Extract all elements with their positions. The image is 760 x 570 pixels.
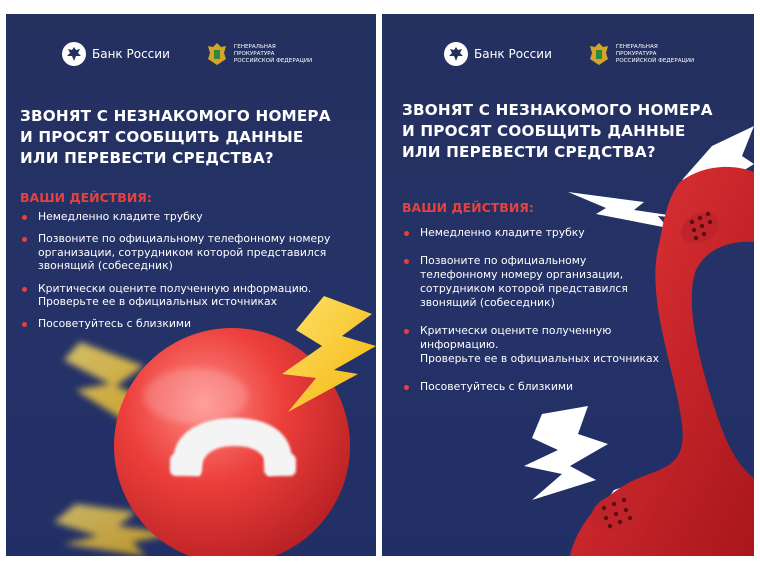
actions-heading: ВАШИ ДЕЙСТВИЯ: <box>402 200 534 215</box>
list-item: Критически оцените полученную информацию. Проверьте ее в официальных источниках <box>402 324 662 366</box>
list-item: Немедленно кладите трубку <box>402 226 662 240</box>
list-item: Позвоните по официальному телефонному номеру организации, сотрудником которой представился звонящий (собеседник) <box>20 232 360 272</box>
actions-list <box>402 226 662 408</box>
double-headed-eagle-icon <box>62 42 86 66</box>
actions-list <box>20 210 360 340</box>
prosecutor-office-logo <box>206 41 316 67</box>
list-item: Позвоните по официальному телефонному номеру организации, сотрудником которой представился звонящий (собеседник) <box>402 254 662 310</box>
list-item: Посоветуйтесь с близкими <box>20 317 360 330</box>
logos-row <box>444 40 698 68</box>
bank-name: Банк России <box>92 47 170 61</box>
prosecutor-name: ГЕНЕРАЛЬНАЯ ПРОКУРАТУРА РОССИЙСКОЙ ФЕДЕРАЦИИ <box>615 43 695 64</box>
double-headed-eagle-icon <box>444 42 468 66</box>
list-item: Посоветуйтесь с близкими <box>402 380 662 394</box>
logos-row <box>62 40 316 68</box>
poster-left <box>6 14 376 556</box>
actions-heading: ВАШИ ДЕЙСТВИЯ: <box>20 190 152 205</box>
bank-name: Банк России <box>474 47 552 61</box>
prosecutor-emblem-icon <box>588 41 610 67</box>
prosecutor-office-logo <box>588 41 698 67</box>
headline: ЗВОНЯТ С НЕЗНАКОМОГО НОМЕРА И ПРОСЯТ СООБЩИТЬ ДАННЫЕ ИЛИ ПЕРЕВЕСТИ СРЕДСТВА? <box>20 107 331 167</box>
poster-right <box>382 14 754 556</box>
prosecutor-emblem-icon <box>206 41 228 67</box>
lightning-bolt-icon <box>524 406 608 500</box>
prosecutor-name: ГЕНЕРАЛЬНАЯ ПРОКУРАТУРА РОССИЙСКОЙ ФЕДЕРАЦИИ <box>233 43 313 64</box>
bank-of-russia-logo <box>444 42 552 66</box>
list-item: Критически оцените полученную информацию. Проверьте ее в официальных источниках <box>20 282 360 309</box>
headline: ЗВОНЯТ С НЕЗНАКОМОГО НОМЕРА И ПРОСЯТ СООБЩИТЬ ДАННЫЕ ИЛИ ПЕРЕВЕСТИ СРЕДСТВА? <box>402 101 713 161</box>
bank-of-russia-logo <box>62 42 170 66</box>
list-item: Немедленно кладите трубку <box>20 210 360 223</box>
